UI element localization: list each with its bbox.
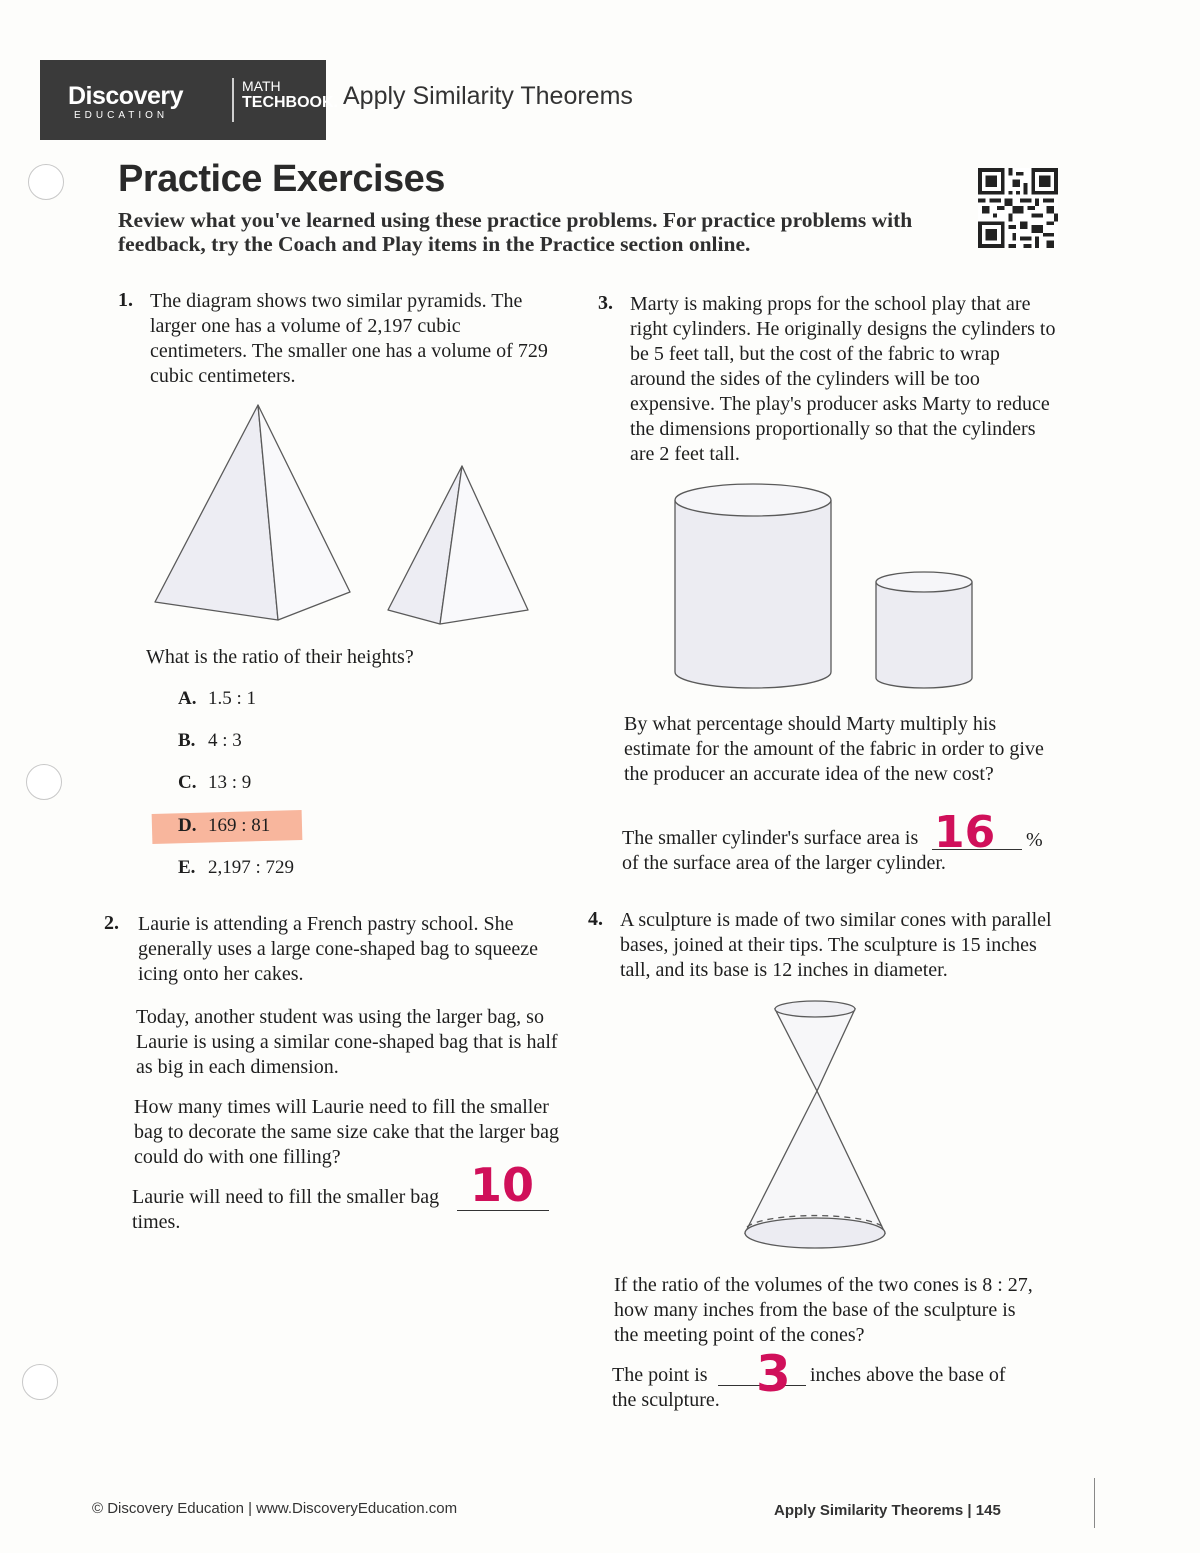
q1-choice-e[interactable]: E. 2,197 : 729 (178, 857, 295, 878)
q2-handwritten-answer: 10 (470, 1158, 535, 1212)
q3-answer-prefix: The smaller cylinder's surface area is (622, 827, 919, 849)
q1-text: The diagram shows two similar pyramids. The larger one has a volume of 2,197 cubic centimeters. The smaller one has a volume of 729 cubic centimeters. (150, 290, 548, 387)
q2-number: 2. (104, 912, 119, 934)
binder-hole-top (28, 164, 64, 200)
top-cone-base (775, 1001, 855, 1017)
q2-paragraph-1: Laurie is attending a French pastry school. She generally uses a large cone-shaped bag to squeeze icing onto her cakes. (138, 913, 539, 985)
intro-text: Review what you've learned using these practice problems. For practice problems with feedback, try the Coach and Play items in the Practice section online. (118, 208, 913, 256)
q3-number: 3. (598, 292, 613, 314)
q3-handwritten-answer: 16 (934, 807, 996, 858)
footer-copyright: © Discovery Education | www.DiscoveryEducation.com (92, 1500, 458, 1517)
q4-question: If the ratio of the volumes of the two cones is 8 : 27, how many inches from the base of the sculpture is the meeting point of the cones? (614, 1274, 1033, 1346)
q4-number: 4. (588, 908, 603, 930)
margin-rule (1094, 1478, 1095, 1528)
bottom-cone (745, 1091, 885, 1233)
q2-paragraph-2: Today, another student was using the larger bag, so Laurie is using a similar cone-shaped bag that is half as big in each dimension. (136, 1006, 558, 1078)
q1-choice-c[interactable]: C. 13 : 9 (178, 772, 252, 793)
cylinders-diagram (670, 480, 980, 695)
q4-answer-prefix: The point is (612, 1364, 708, 1386)
q4-answer-suffix: inches above the base of (810, 1364, 1006, 1386)
q1-choice-b[interactable]: B. 4 : 3 (178, 730, 242, 751)
q4-text: A sculpture is made of two similar cones with parallel bases, joined at their tips. The sculpture is 15 inches tall, and its base is 12 inches in diameter. (620, 909, 1052, 981)
bottom-cone-base (745, 1218, 885, 1248)
logo-divider (232, 78, 234, 122)
q2-answer-suffix: times. (132, 1211, 181, 1233)
binder-hole-bottom (22, 1364, 58, 1400)
page-title: Practice Exercises (118, 158, 445, 200)
small-cylinder-top (876, 572, 972, 592)
q3-answer-unit: % (1026, 829, 1043, 851)
logo-math: MATH (242, 78, 281, 94)
logo-techbook: TECHBOOK. (242, 94, 338, 111)
large-cylinder-top (675, 484, 831, 516)
footer-page-label: Apply Similarity Theorems | 145 (774, 1502, 1001, 1519)
q2-answer-prefix: Laurie will need to fill the smaller bag (132, 1186, 440, 1208)
q4-handwritten-answer: 3 (756, 1345, 791, 1403)
q1-choice-d[interactable]: D. 169 : 81 (178, 815, 271, 836)
q4-answer-suffix-2: the sculpture. (612, 1389, 720, 1411)
hourglass-cones-diagram (735, 995, 895, 1255)
logo-brand: Discovery (68, 82, 184, 110)
large-pyramid-left-face (155, 405, 278, 620)
large-cylinder-body (675, 500, 831, 688)
q3-answer-suffix: of the surface area of the larger cylinder. (622, 852, 946, 874)
q3-question: By what percentage should Marty multiply his estimate for the amount of the fabric in order to give the producer an accurate idea of the new cost? (624, 713, 1044, 785)
similar-pyramids-diagram (150, 400, 540, 630)
logo-sub: EDUCATION (74, 110, 169, 121)
small-cylinder-body (876, 582, 972, 688)
binder-hole-middle (26, 764, 62, 800)
qr-code-icon[interactable] (978, 168, 1058, 248)
discovery-techbook-logo (40, 60, 338, 140)
q1-number: 1. (118, 289, 133, 311)
q1-choice-a[interactable]: A. 1.5 : 1 (178, 688, 257, 709)
top-cone (775, 1009, 855, 1091)
q3-text: Marty is making props for the school play that are right cylinders. He originally designs the cylinders to be 5 feet tall, but the cost of the fabric to wrap around the sides of the cylinders will be too expensive. The play's producer asks Marty to reduce the dimensions proportionally so that the cylinders are 2 feet tall. (630, 293, 1056, 465)
q1-question: What is the ratio of their heights? (146, 646, 414, 668)
q2-paragraph-3: How many times will Laurie need to fill the smaller bag to decorate the same size cake that the larger bag could do with one filling? (134, 1096, 559, 1168)
header-title: Apply Similarity Theorems (343, 82, 633, 110)
